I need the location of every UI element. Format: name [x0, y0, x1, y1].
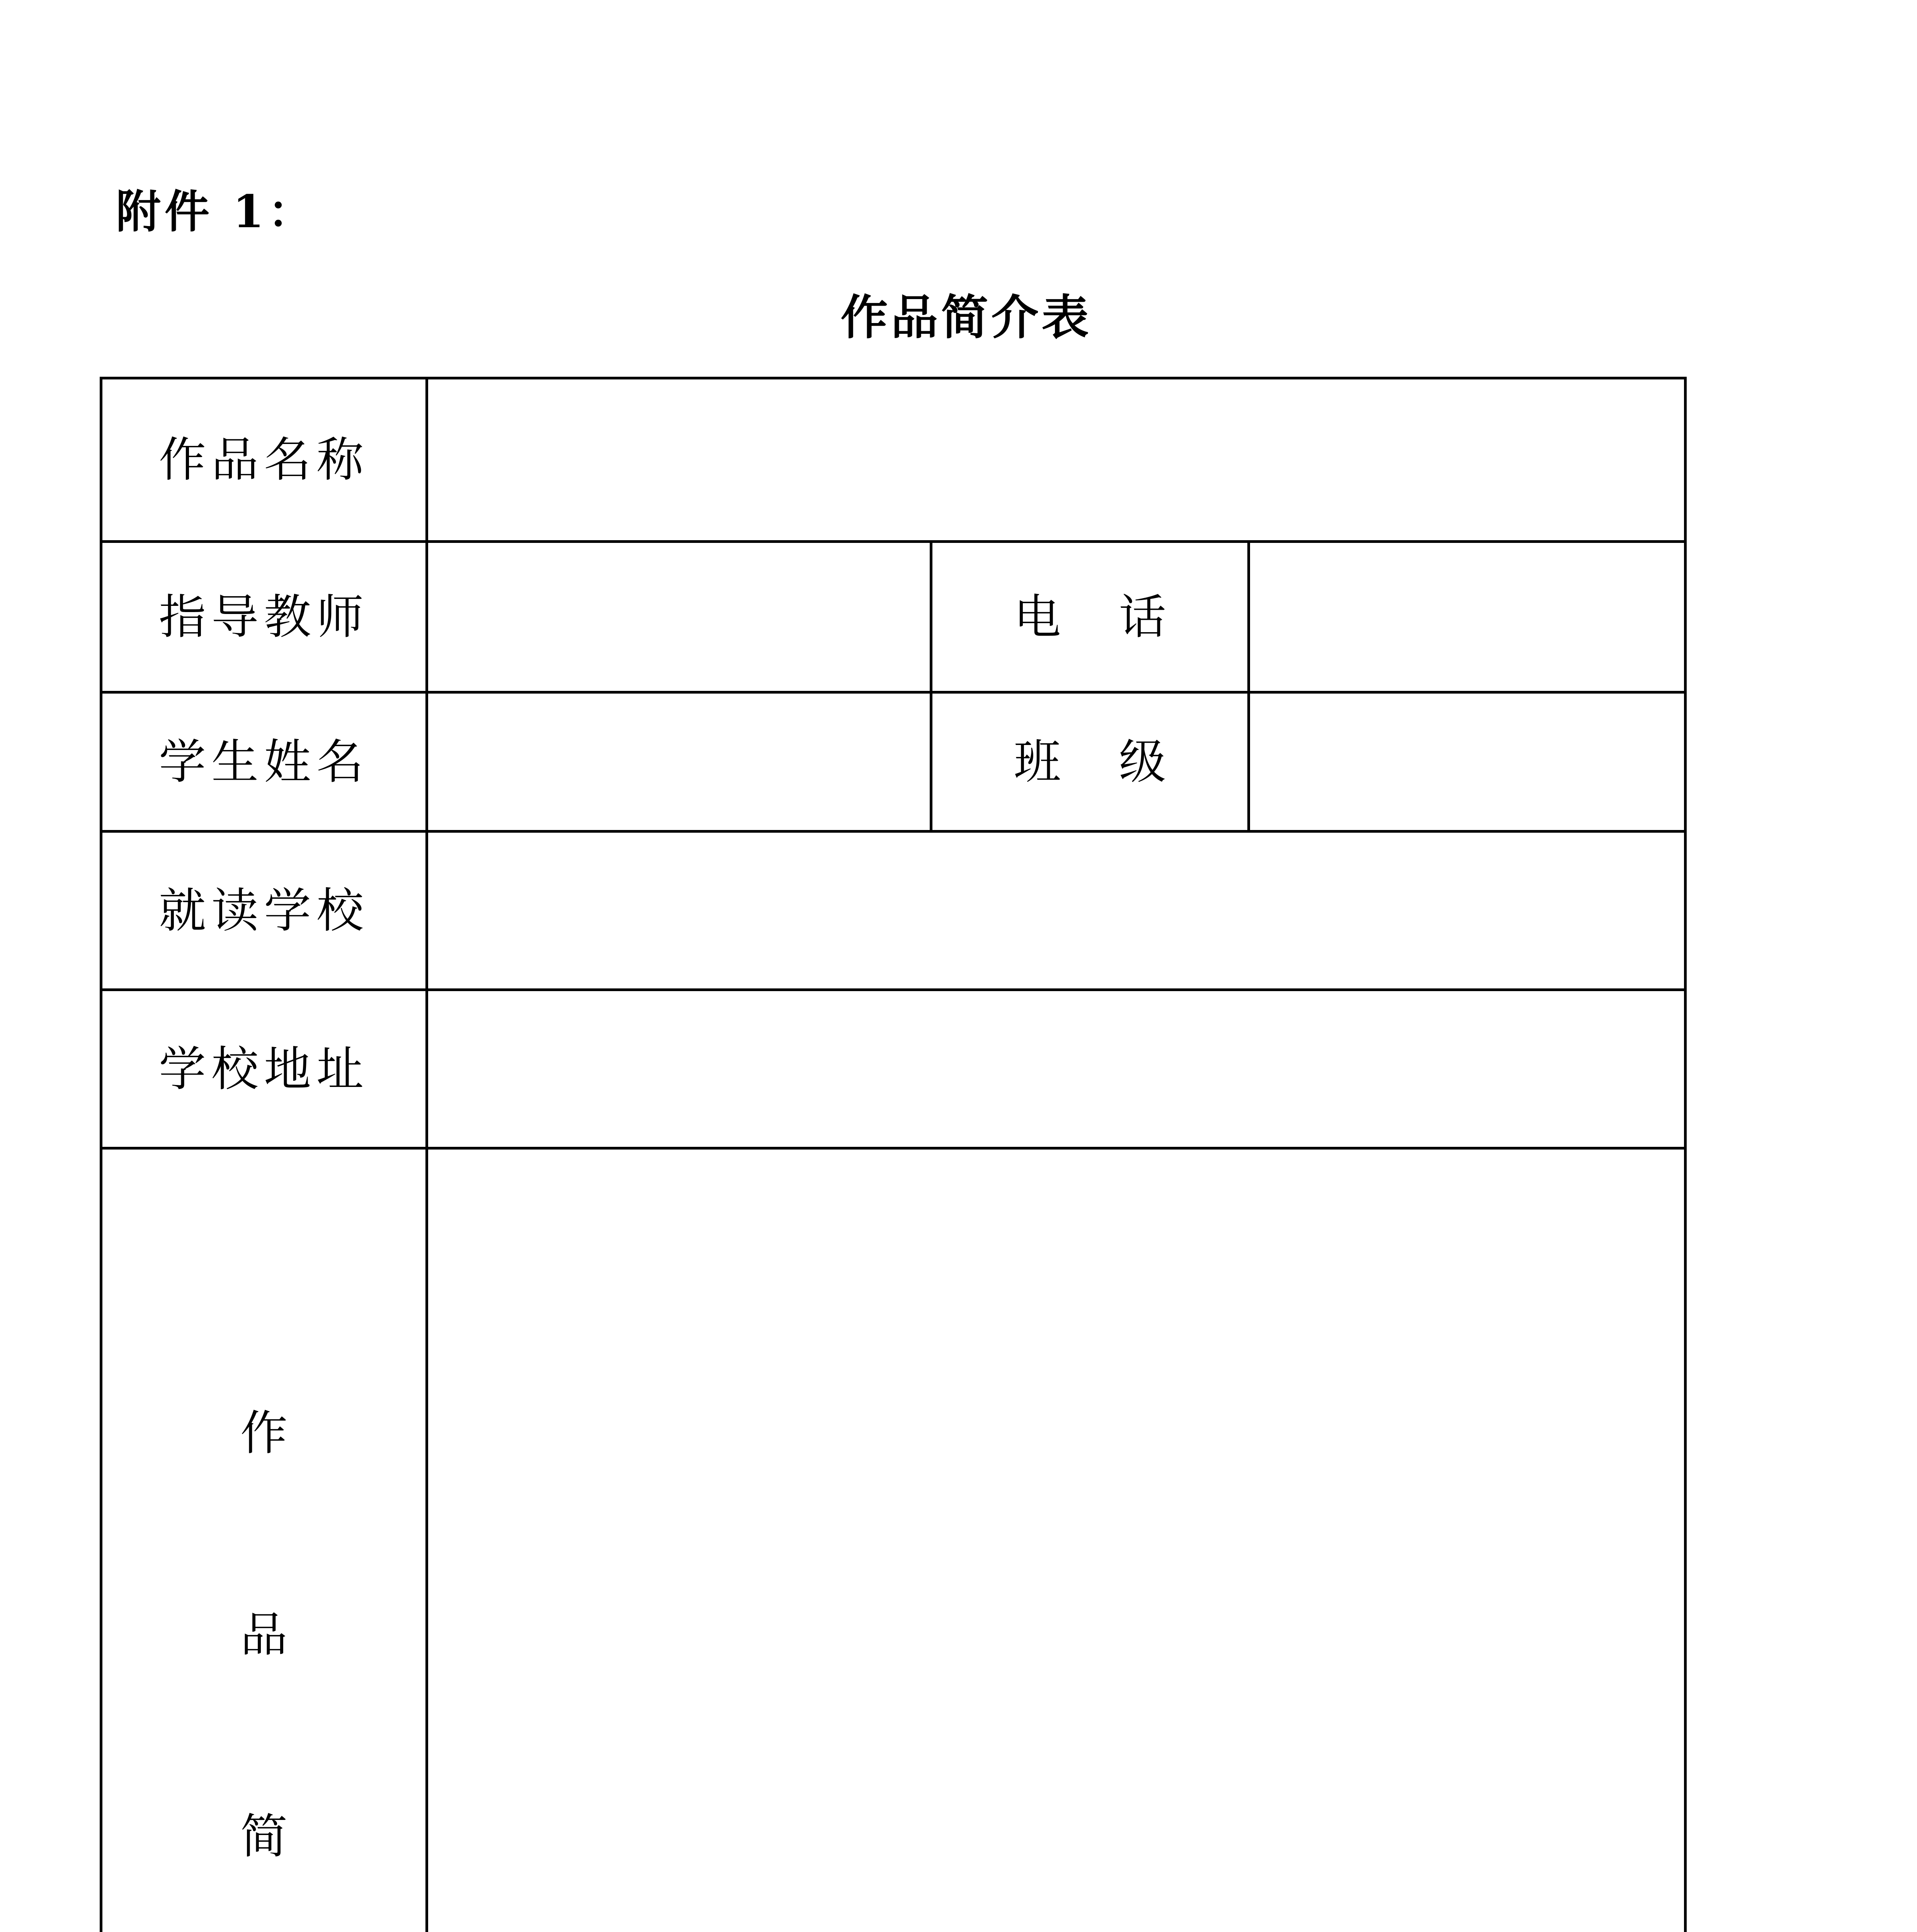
school-address-label: 学校地址 — [101, 990, 427, 1148]
attachment-label: 附件 1： — [116, 185, 317, 238]
class-label-char-2: 级 — [1119, 734, 1166, 789]
work-intro-label-char-1: 作 — [240, 1405, 287, 1461]
phone-field[interactable] — [1249, 542, 1686, 692]
work-intro-label — [101, 1148, 427, 1932]
work-intro-form — [100, 377, 1687, 1932]
phone-label-char-2: 话 — [1119, 589, 1166, 645]
class-label-char-1: 班 — [1014, 734, 1061, 789]
work-intro-label-char-2: 品 — [240, 1607, 287, 1662]
form-title: 作品简介表 — [840, 289, 1092, 345]
work-intro-label-char-3: 简 — [240, 1809, 287, 1864]
teacher-field[interactable] — [427, 542, 931, 692]
work-name-field[interactable] — [427, 378, 1686, 542]
school-label: 就读学校 — [101, 832, 427, 990]
work-name-label: 作品名称 — [101, 378, 427, 542]
teacher-label: 指导教师 — [101, 542, 427, 692]
school-field[interactable] — [427, 832, 1686, 990]
phone-label-char-1: 电 — [1014, 589, 1061, 645]
class-label — [931, 692, 1249, 832]
student-name-label: 学生姓名 — [101, 692, 427, 832]
class-field[interactable] — [1249, 692, 1686, 832]
school-address-field[interactable] — [427, 990, 1686, 1148]
phone-label — [931, 542, 1249, 692]
student-name-field[interactable] — [427, 692, 931, 832]
work-intro-field[interactable] — [427, 1148, 1686, 1932]
